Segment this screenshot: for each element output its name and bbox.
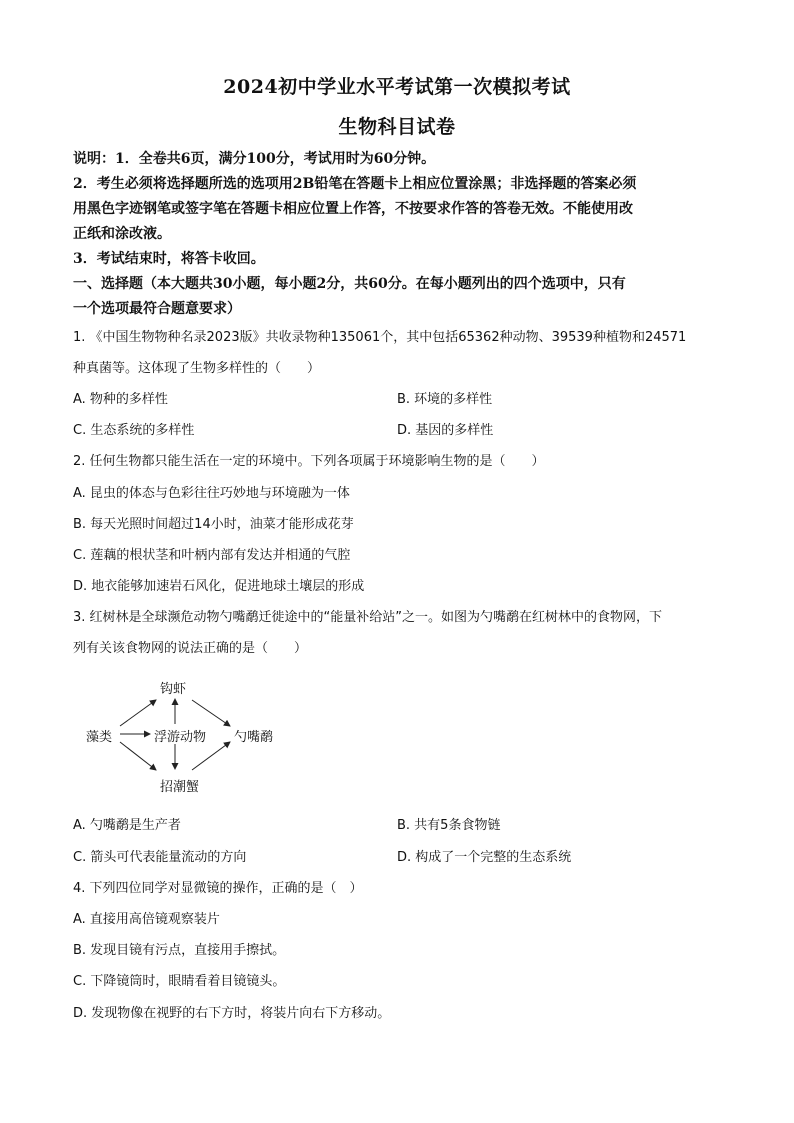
- node-crab: 招潮蟹: [160, 780, 200, 795]
- q2-stem: 2. 任何生物都只能生活在一定的环境中。下列各项属于环境影响生物的是（ ）: [73, 454, 545, 469]
- section-heading-line-1: 一、选择题（本大题共30小题，每小题2分，共60分。在每小题列出的四个选项中，只有: [73, 276, 626, 292]
- food-web-diagram: [80, 672, 310, 802]
- q1-option-a: A. 物种的多样性: [73, 392, 168, 407]
- q3-option-d: D. 构成了一个完整的生态系统: [397, 850, 572, 865]
- instruction-line-1: 说明：1．全卷共6页，满分100分，考试用时为60分钟。: [73, 151, 436, 167]
- instruction-line-2a: 2．考生必须将选择题所选的选项用2B铅笔在答题卡上相应位置涂黑；非选择题的答案必须: [73, 176, 637, 192]
- node-algae: 藻类: [86, 730, 113, 745]
- q2-option-c: C. 莲藕的根状茎和叶柄内部有发达并相通的气腔: [73, 548, 351, 563]
- q4-stem: 4. 下列四位同学对显微镜的操作，正确的是（ ）: [73, 881, 363, 896]
- q1-option-b: B. 环境的多样性: [397, 392, 493, 407]
- instruction-line-2b: 用黑色字迹钢笔或签字笔在答题卡相应位置上作答，不按要求作答的答卷无效。不能使用改: [73, 201, 633, 217]
- q4-option-c: C. 下降镜筒时，眼睛看着目镜镜头。: [73, 974, 286, 989]
- q1-option-d: D. 基因的多样性: [397, 423, 494, 438]
- q1-option-c: C. 生态系统的多样性: [73, 423, 195, 438]
- q4-option-a: A. 直接用高倍镜观察装片: [73, 912, 220, 927]
- node-shrimp: 钩虾: [160, 682, 187, 697]
- q3-stem-line-2: 列有关该食物网的说法正确的是（ ）: [73, 641, 308, 656]
- exam-subtitle: 生物科目试卷: [338, 116, 456, 138]
- q3-option-c: C. 箭头可代表能量流动的方向: [73, 850, 247, 865]
- section-heading-line-2: 一个选项最符合题意要求）: [73, 301, 241, 317]
- instruction-line-3: 3．考试结束时，将答卡收回。: [73, 251, 265, 267]
- arrow-algae-to-crab: [120, 742, 156, 770]
- node-sandpiper: 勺嘴鹬: [234, 730, 274, 745]
- q4-option-d: D. 发现物像在视野的右下方时，将装片向右下方移动。: [73, 1006, 391, 1021]
- q1-stem-line-1: 1. 《中国生物物种名录2023版》共收录物种135061个，其中包括65362种动物、39539种植物和24571: [73, 330, 687, 345]
- q3-option-b: B. 共有5条食物链: [397, 818, 501, 833]
- arrow-crab-to-sandpiper: [192, 742, 230, 770]
- arrow-algae-to-shrimp: [120, 700, 156, 726]
- node-zooplankton: 浮游动物: [154, 730, 207, 745]
- instruction-line-2c: 正纸和涂改液。: [73, 226, 171, 242]
- q2-option-b: B. 每天光照时间超过14小时，油菜才能形成花芽: [73, 517, 354, 532]
- q2-option-d: D. 地衣能够加速岩石风化，促进地球土壤层的形成: [73, 579, 365, 594]
- q4-option-b: B. 发现目镜有污点，直接用手擦拭。: [73, 943, 286, 958]
- q1-stem-line-2: 种真菌等。这体现了生物多样性的（ ）: [73, 361, 321, 376]
- arrow-shrimp-to-sandpiper: [192, 700, 230, 726]
- q2-option-a: A. 昆虫的体态与色彩往往巧妙地与环境融为一体: [73, 486, 350, 501]
- q3-stem-line-1: 3. 红树林是全球濒危动物勺嘴鹬迁徙途中的“能量补给站”之一。如图为勺嘴鹬在红树林中的食物网，下: [73, 610, 663, 625]
- q3-option-a: A. 勺嘴鹬是生产者: [73, 818, 181, 833]
- exam-title: 2024初中学业水平考试第一次模拟考试: [223, 76, 571, 98]
